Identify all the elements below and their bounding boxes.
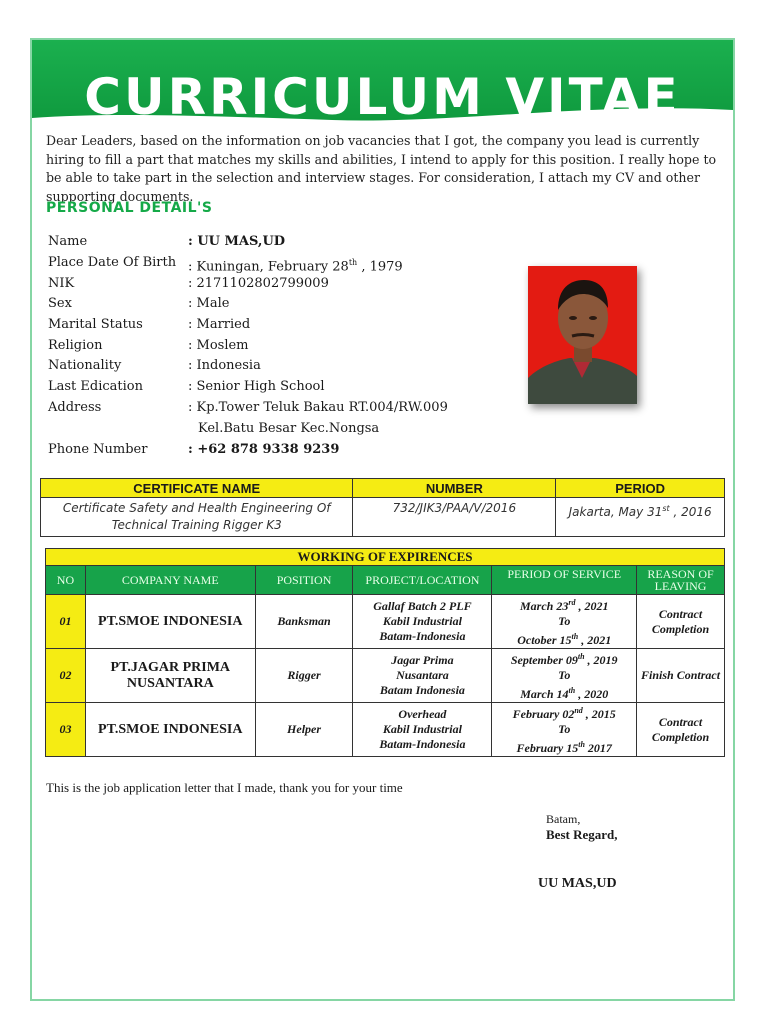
- signature-name: UU MAS,UD: [538, 876, 617, 891]
- detail-value: : Senior High School: [188, 379, 325, 394]
- row-number: 03: [46, 703, 86, 757]
- detail-value: : Indonesia: [188, 358, 261, 373]
- reason-of-leaving: Finish Contract: [637, 649, 725, 703]
- detail-label: Religion: [48, 338, 103, 353]
- table-row: [46, 649, 725, 703]
- intro-paragraph: Dear Leaders, based on the information on job vacancies that I got, the company you lead is currently hiring to fill a part that matches my skills and abilities, I intend to apply for this position. I really hope to be able to take part in the selection and interview stages. For consideration, I attach my CV and other supporting documents.: [46, 133, 717, 204]
- work-table-title: WORKING OF EXPIRENCES: [46, 549, 725, 566]
- column-header: COMPANY NAME: [85, 566, 255, 595]
- table-row: [46, 595, 725, 649]
- detail-label: NIK: [48, 276, 75, 291]
- detail-label: Address: [48, 400, 102, 415]
- company-name: PT.SMOE INDONESIA: [85, 595, 255, 649]
- detail-value: : 2171102802799009: [188, 276, 329, 291]
- detail-value: : Kuningan, February 28th , 1979: [188, 258, 403, 275]
- detail-label: Name: [48, 234, 88, 249]
- project-location: Gallaf Batch 2 PLF Kabil Industrial Batam-Indonesia: [353, 595, 492, 649]
- certificate-period: Jakarta, May 31st , 2016: [556, 498, 725, 537]
- closing-sentence: This is the job application letter that I made, thank you for your time: [46, 780, 403, 795]
- row-number: 02: [46, 649, 86, 703]
- column-header: PERIOD: [556, 479, 725, 498]
- company-name: PT.SMOE INDONESIA: [85, 703, 255, 757]
- page-title: CURRICULUM VITAE: [84, 68, 681, 124]
- table-header-row: [46, 566, 725, 595]
- column-header: NUMBER: [353, 479, 556, 498]
- project-location: Overhead Kabil Industrial Batam-Indonesia: [353, 703, 492, 757]
- period-of-service: February 02nd , 2015 To February 15th 2017: [492, 703, 637, 757]
- position: Rigger: [255, 649, 353, 703]
- project-location: Jagar Prima Nusantara Batam Indonesia: [353, 649, 492, 703]
- signature-city: Batam,: [546, 812, 581, 826]
- position: Banksman: [255, 595, 353, 649]
- table-row: [41, 498, 725, 537]
- table-row: [46, 703, 725, 757]
- detail-label: Sex: [48, 296, 72, 311]
- column-header: NO: [46, 566, 86, 595]
- detail-value: : UU MAS,UD: [188, 234, 286, 249]
- detail-label: Marital Status: [48, 317, 143, 332]
- column-header: PROJECT/LOCATION: [353, 566, 492, 595]
- signature-regard: Best Regard,: [546, 827, 618, 842]
- certificate-number: 732/JIK3/PAA/V/2016: [353, 498, 556, 537]
- period-of-service: September 09th , 2019 To March 14th , 2020: [492, 649, 637, 703]
- column-header: PERIOD OF SERVICE: [492, 566, 637, 595]
- detail-value: Kel.Batu Besar Kec.Nongsa: [198, 421, 380, 436]
- reason-of-leaving: Contract Completion: [637, 703, 725, 757]
- detail-value: : Married: [188, 317, 251, 332]
- company-name: PT.JAGAR PRIMA NUSANTARA: [85, 649, 255, 703]
- detail-value: : Kp.Tower Teluk Bakau RT.004/RW.009: [188, 400, 448, 415]
- row-number: 01: [46, 595, 86, 649]
- detail-label: Nationality: [48, 358, 122, 373]
- certificate-name: Certificate Safety and Health Engineering Of Technical Training Rigger K3: [41, 498, 353, 537]
- detail-label: Phone Number: [48, 442, 148, 457]
- period-of-service: March 23rd , 2021 To October 15th , 2021: [492, 595, 637, 649]
- detail-value: : Moslem: [188, 338, 249, 353]
- title-banner: [32, 40, 733, 124]
- profile-photo: [528, 266, 637, 404]
- column-header: REASON OF LEAVING: [637, 566, 725, 595]
- detail-label: Last Edication: [48, 379, 143, 394]
- detail-value: : +62 878 9338 9239: [188, 442, 340, 457]
- work-experience-table: [45, 548, 725, 757]
- personal-details-heading: PERSONAL DETAIL'S: [46, 200, 213, 216]
- reason-of-leaving: Contract Completion: [637, 595, 725, 649]
- position: Helper: [255, 703, 353, 757]
- detail-label: Place Date Of Birth: [48, 255, 177, 270]
- certificate-table: [40, 478, 725, 537]
- column-header: POSITION: [255, 566, 353, 595]
- detail-value: : Male: [188, 296, 230, 311]
- table-header-row: [41, 479, 725, 498]
- column-header: CERTIFICATE NAME: [41, 479, 353, 498]
